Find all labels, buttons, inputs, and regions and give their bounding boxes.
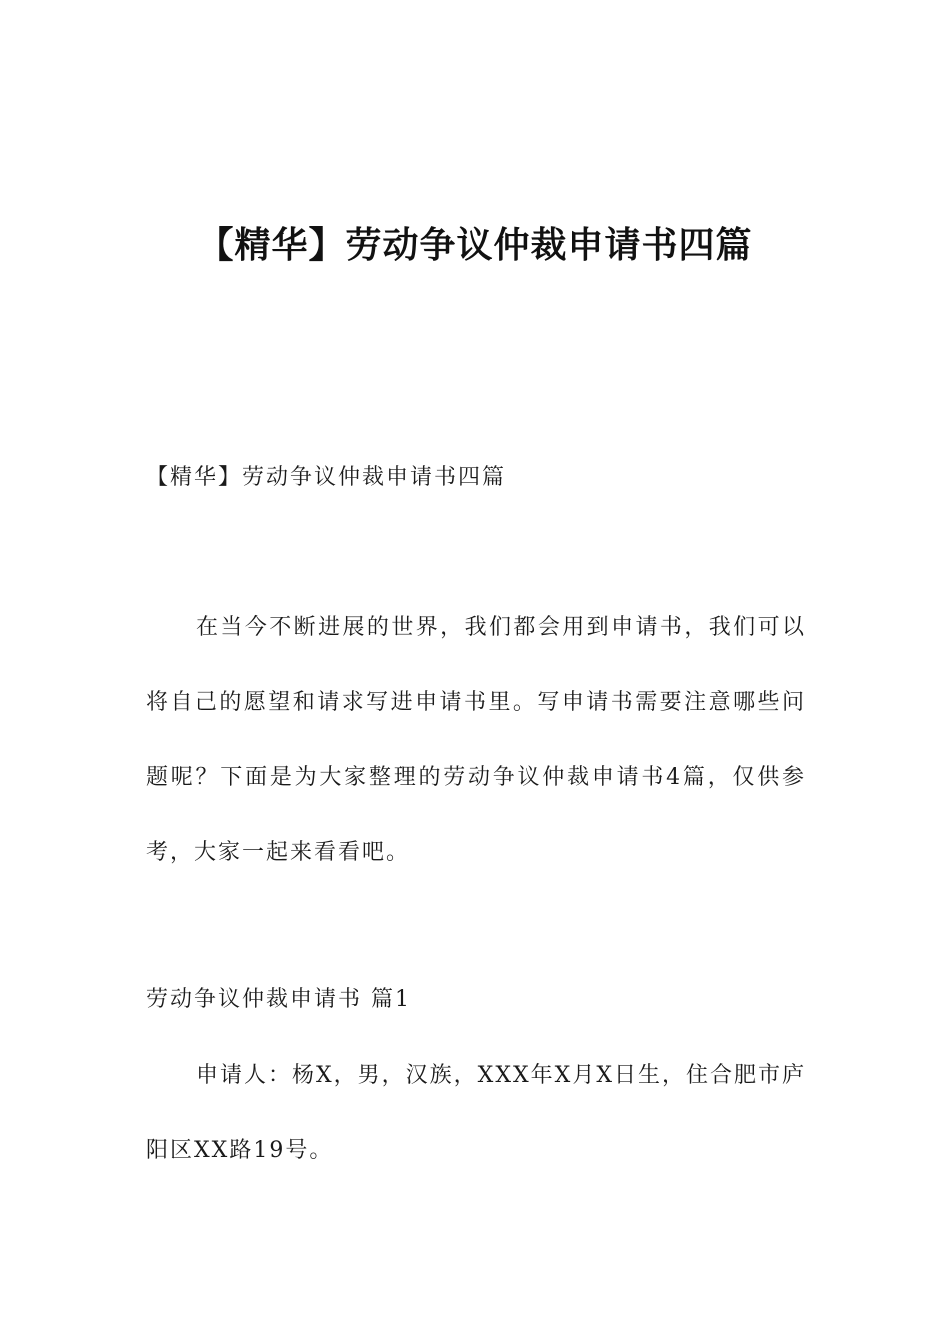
intro-paragraph: 在当今不断进展的世界，我们都会用到申请书，我们可以将自己的愿望和请求写进申请书里。写申请书需要注意哪些问题呢？下面是为大家整理的劳动争议仲裁申请书4篇，仅供参考，大家一起来看看吧。 (146, 615, 806, 865)
section-heading: 劳动争议仲裁申请书 篇1 (146, 987, 411, 1012)
applicant-paragraph: 申请人：杨X，男，汉族，XXX年X月X日生，住合肥市庐阳区XX路19号。 (146, 1063, 806, 1163)
document-subtitle: 【精华】劳动争议仲裁申请书四篇 (146, 465, 507, 490)
document-title: 【精华】劳动争议仲裁申请书四篇 (197, 225, 753, 266)
